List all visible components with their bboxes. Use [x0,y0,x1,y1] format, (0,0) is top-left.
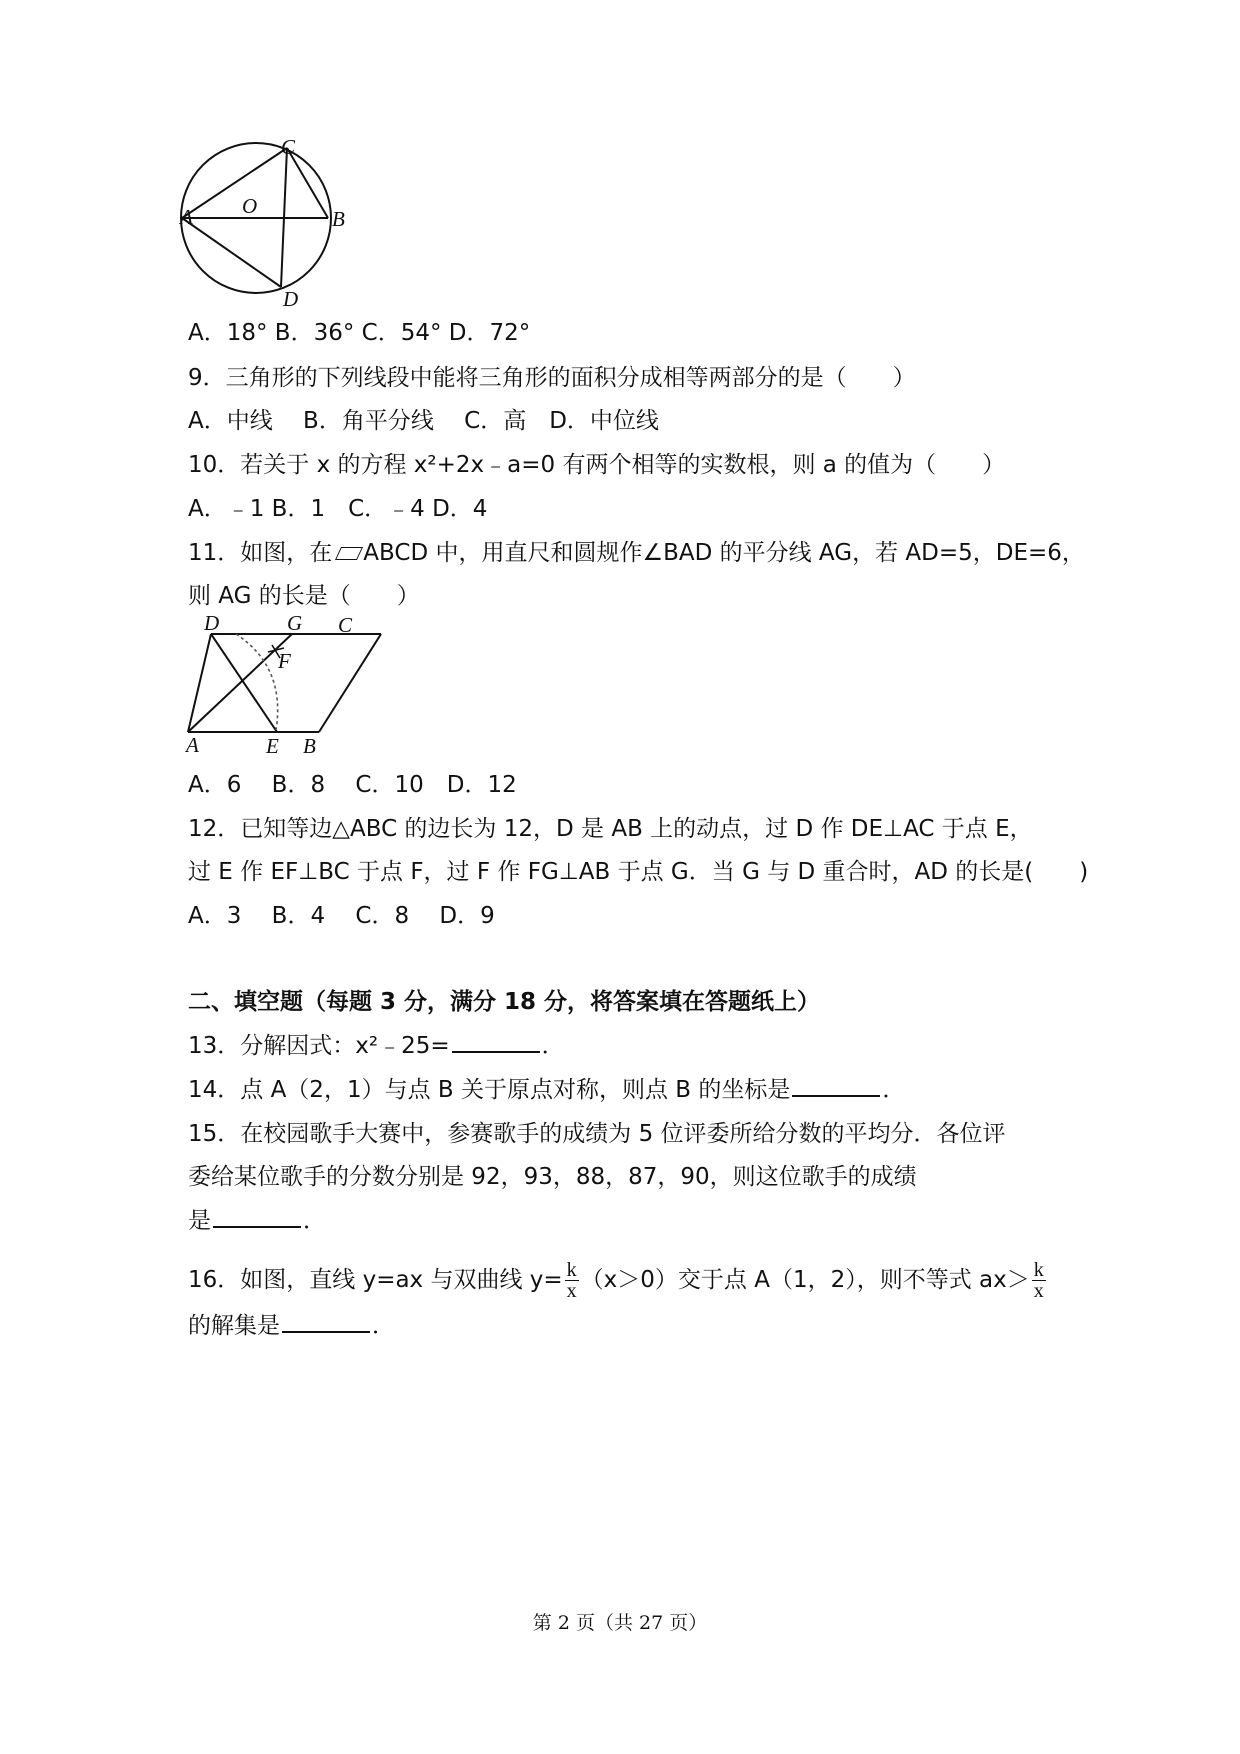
q13 [188,1031,565,1061]
q15-line3-text: 是 [188,1208,211,1234]
q12-options: A．3 B．4 C．8 D．9 [188,903,495,929]
section-heading: 二、填空题（每题 3 分，满分 18 分，将答案填在答题纸上） [188,989,821,1015]
label-o: O [242,194,258,218]
q11-stem-part1: 11．如图，在 [188,540,333,566]
q15-line1: 15．在校园歌手大赛中，参赛歌手的成绩为 5 位评委所给分数的平均分．各位评 [188,1121,1006,1147]
q16-end: ． [372,1313,395,1339]
label-b: B [332,207,345,231]
answer-blank [213,1206,301,1228]
frac-denominator: x [566,1280,577,1302]
q12-stem-line2: 过 E 作 EF⊥BC 于点 F，过 F 作 FG⊥AB 于点 G．当 G 与 D 重合时，AD 的长是( ) [188,859,1089,885]
fraction-k-over-x [1032,1260,1046,1301]
label-e: E [266,734,279,758]
q11-stem-part2: ABCD 中，用直尺和圆规作∠BAD 的平分线 AG，若 AD=5，DE=6， [363,540,1085,566]
label-f: F [278,649,291,673]
fraction-k-over-x [565,1260,579,1301]
parallelogram-icon [335,547,363,560]
q16-part2: （x＞0）交于点 A（1，2），则不等式 ax＞ [580,1267,1030,1293]
q10-options: A．﹣1 B．1 C．﹣4 D．4 [188,496,488,522]
q13-end: ． [541,1033,565,1059]
q11-options: A．6 B．8 C．10 D．12 [188,772,517,798]
q12-stem-line1: 12．已知等边△ABC 的边长为 12，D 是 AB 上的动点，过 D 作 DE⊥AC 于点 E， [188,816,1033,842]
parallelogram-figure [188,612,418,762]
label-c: C [338,613,353,637]
answer-blank [792,1075,880,1097]
label-d: D [283,287,299,311]
q9-options: A．中线 B．角平分线 C．高 D．中位线 [188,408,659,434]
q14-stem: 14．点 A（2，1）与点 B 关于原点对称，则点 B 的坐标是 [188,1077,791,1103]
q15-line2: 委给某位歌手的分数分别是 92，93，88，87，90，则这位歌手的成绩 [188,1164,917,1190]
circle-figure [180,135,360,311]
q16-line2-text: 的解集是 [188,1313,280,1339]
page-footer: 第 2 页（共 27 页） [532,1612,708,1634]
q15-line3 [188,1206,326,1236]
q16-line1 [188,1255,1048,1305]
q16-part1: 16．如图，直线 y=ax 与双曲线 y= [188,1267,563,1293]
q11-stem-line2: 则 AG 的长是（ ） [188,583,420,609]
label-d: D [204,611,220,635]
q15-end: ． [303,1208,326,1234]
q8-options: A．18° B．36° C．54° D．72° [188,320,531,346]
answer-blank [452,1031,540,1053]
q14 [188,1075,905,1105]
label-a: A [180,205,193,229]
q16-line2 [188,1311,395,1341]
answer-blank [282,1311,370,1333]
label-a: A [186,733,199,757]
q11-stem [188,538,1085,568]
q9-stem: 9．三角形的下列线段中能将三角形的面积分成相等两部分的是（ ） [188,365,916,391]
frac-numerator: k [1033,1259,1044,1281]
q13-stem: 13．分解因式：x²﹣25= [188,1033,450,1059]
label-c: C [281,135,296,159]
label-g: G [287,611,303,635]
q14-end: ． [882,1077,906,1103]
frac-numerator: k [566,1259,577,1281]
label-b: B [303,734,316,758]
frac-denominator: x [1033,1280,1044,1302]
q10-stem: 10．若关于 x 的方程 x²+2x﹣a=0 有两个相等的实数根，则 a 的值为（ ） [188,452,1006,478]
